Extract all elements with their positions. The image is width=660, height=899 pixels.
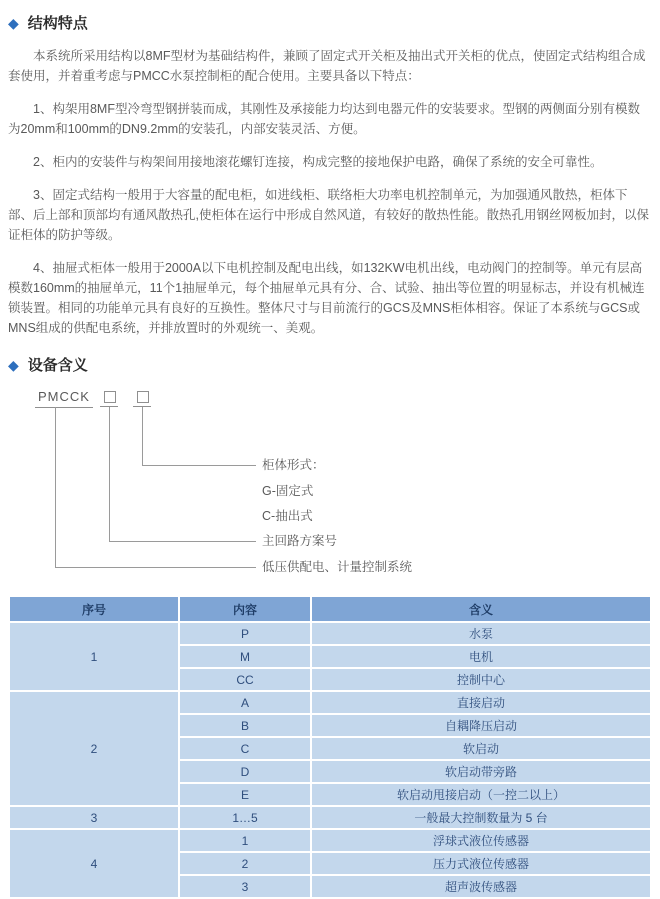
model-code-diagram [8, 389, 652, 585]
paragraph-feature-4: 4、抽屉式柜体一般用于2000A以下电机控制及配电出线，如132KW电机出线，电动阀门的控制等。单元有层高模数160mm的抽屉单元，11个1抽屉单元，每个抽屉单元具有分、合、试验、抽出等位置的明显标志，并设有机械连锁装置。相同的功能单元具有良好的互换性。整体尺寸与目前流行的GCS及MNS柜体相容。保证了本系统与GCS或MNS组成的供配电系统，并排放置时的外观统一、美观。 [8, 261, 645, 335]
table-cell-meaning: 直接启动 [311, 691, 651, 714]
table-cell-no: 2 [9, 691, 179, 806]
table-cell-content: 3 [179, 875, 311, 898]
table-cell-no: 3 [9, 806, 179, 829]
table-cell-content: 2 [179, 852, 311, 875]
diamond-bullet-icon: ◆ [8, 356, 19, 373]
table-cell-meaning: 浮球式液位传感器 [311, 829, 651, 852]
table-cell-content: A [179, 691, 311, 714]
table-cell-content: B [179, 714, 311, 737]
table-cell-content: C [179, 737, 311, 760]
table-cell-no: 1 [9, 622, 179, 691]
paragraph-feature-2: 2、柜内的安装件与构架间用接地滚花螺钉连接，构成完整的接地保护电路，确保了系统的安全可靠性。 [33, 155, 603, 169]
table-cell-meaning: 自耦降压启动 [311, 714, 651, 737]
table-header-row [9, 596, 651, 622]
paragraph-feature-3: 3、固定式结构一般用于大容量的配电柜，如进线柜、联络柜大功率电机控制单元，为加强通风散热，柜体下部、后上部和顶部均有通风散热孔,使柜体在运行中形成自然风道，有较好的散热性能。散热孔用钢丝网板加封，以保证柜体的防护等级。 [8, 188, 649, 242]
table-header-content: 内容 [179, 596, 311, 622]
table-header-no: 序号 [9, 596, 179, 622]
table-cell-meaning: 软启动甩接启动（一控二以上） [311, 783, 651, 806]
table-cell-meaning: 压力式液位传感器 [311, 852, 651, 875]
table-cell-meaning: 一般最大控制数量为 5 台 [311, 806, 651, 829]
table-cell-meaning: 软启动 [311, 737, 651, 760]
connector-line [55, 407, 56, 567]
section-title-features: 结构特点 [27, 15, 88, 32]
code-placeholder-box-icon [137, 391, 149, 403]
table-row [9, 806, 651, 829]
table-header-meaning: 含义 [311, 596, 651, 622]
section-heading-meaning [8, 354, 652, 375]
table-cell-content: P [179, 622, 311, 645]
section-heading-features [8, 12, 652, 33]
table-cell-content: E [179, 783, 311, 806]
diamond-bullet-icon: ◆ [8, 14, 19, 31]
table-cell-content: M [179, 645, 311, 668]
table-cell-content: CC [179, 668, 311, 691]
table-cell-no: 4 [9, 829, 179, 898]
table-cell-meaning: 水泵 [311, 622, 651, 645]
connector-line [109, 541, 256, 542]
diagram-label-drawout: C-抽出式 [262, 509, 313, 523]
table-cell-content: D [179, 760, 311, 783]
connector-line [142, 407, 143, 465]
meaning-table [8, 595, 652, 899]
connector-line [109, 407, 110, 541]
table-cell-meaning: 电机 [311, 645, 651, 668]
code-placeholder-box-icon [104, 391, 116, 403]
table-cell-meaning: 控制中心 [311, 668, 651, 691]
connector-line [142, 465, 256, 466]
diagram-label-cabinet-type: 柜体形式： [262, 458, 325, 472]
model-code: PMCCK [35, 389, 93, 408]
table-row [9, 829, 651, 852]
table-row [9, 622, 651, 645]
table-cell-content: 1 [179, 829, 311, 852]
section-title-meaning: 设备含义 [27, 357, 88, 374]
diagram-label-fixed: G-固定式 [262, 484, 314, 498]
paragraph-intro: 本系统所采用结构以8MF型材为基础结构件，兼顾了固定式开关柜及抽出式开关柜的优点，使固定式结构组合成套使用，并着重考虑与PMCC水泵控制柜的配合使用。主要具备以下特点： [8, 49, 646, 83]
paragraph-feature-1: 1、构架用8MF型冷弯型钢拼装而成，其刚性及承接能力均达到电器元件的安装要求。型钢的两侧面分别有模数为20mm和100mm的DN9.2mm的安装孔，内部安装灵活、方便。 [8, 102, 640, 136]
diagram-label-scheme: 主回路方案号 [262, 534, 338, 548]
table-row [9, 691, 651, 714]
table-cell-meaning: 软启动带旁路 [311, 760, 651, 783]
connector-line [55, 567, 256, 568]
diagram-label-system: 低压供配电、计量控制系统 [262, 560, 413, 574]
table-cell-meaning: 超声波传感器 [311, 875, 651, 898]
table-cell-content: 1…5 [179, 806, 311, 829]
